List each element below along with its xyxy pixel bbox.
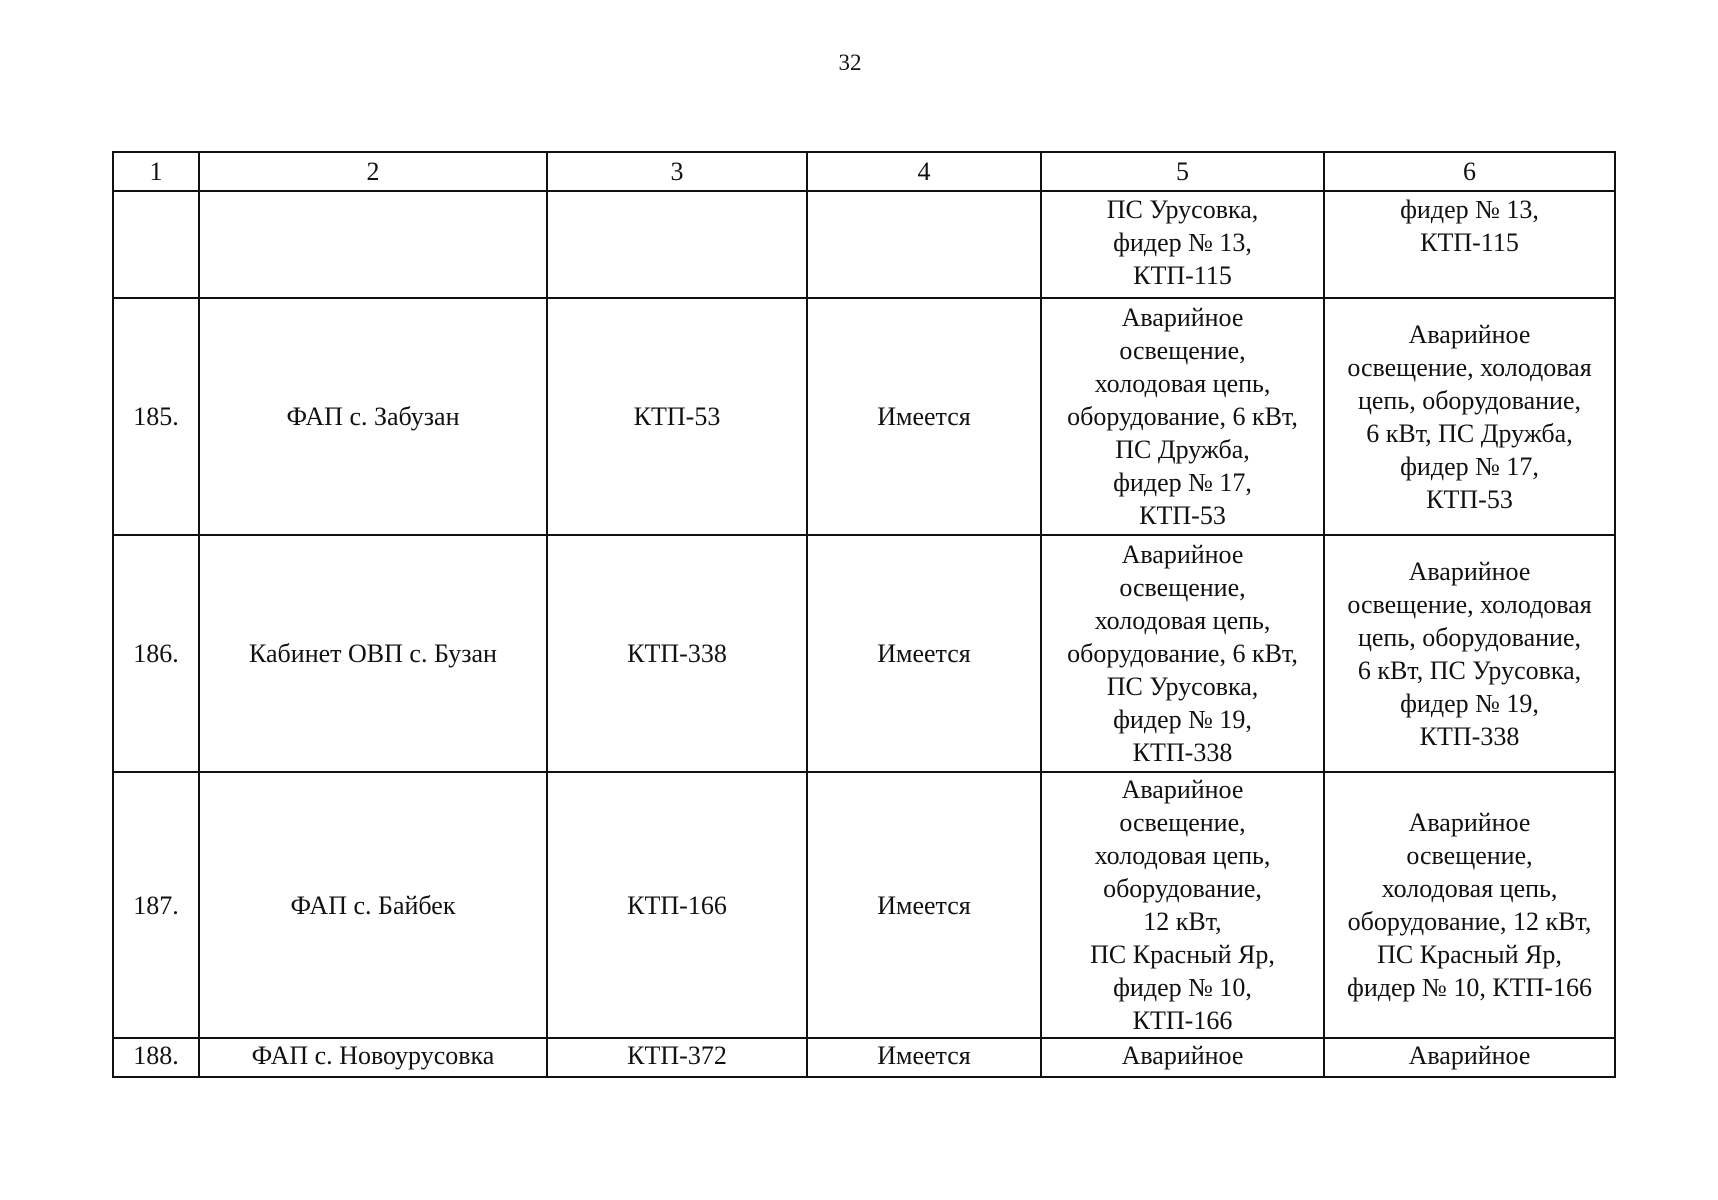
power-details-alt-cell: Аварийное освещение, холодовая цепь, оборудование, 6 кВт, ПС Дружба, фидер № 17, КТП-53 [1324, 298, 1615, 535]
page-number: 32 [838, 50, 862, 75]
substation-cell: КТП-338 [547, 535, 807, 772]
availability-cell: Имеется [807, 298, 1041, 535]
power-details-alt-cell: Аварийное освещение, холодовая цепь, оборудование, 12 кВт, ПС Красный Яр, фидер № 10, КТП-166 [1324, 772, 1615, 1038]
availability-cell: Имеется [807, 1038, 1041, 1077]
availability-cell [807, 191, 1041, 298]
row-number-cell: 188. [113, 1038, 199, 1077]
power-details-cell: Аварийное [1041, 1038, 1324, 1077]
table-row [113, 191, 1615, 298]
column-header-2: 2 [199, 152, 547, 191]
facility-name-cell: ФАП с. Забузан [199, 298, 547, 535]
availability-cell: Имеется [807, 535, 1041, 772]
column-header-1: 1 [113, 152, 199, 191]
table-header-row [113, 152, 1615, 191]
column-header-6: 6 [1324, 152, 1615, 191]
power-details-alt-cell: Аварийное [1324, 1038, 1615, 1077]
table-row [113, 1038, 1615, 1077]
facility-name-cell [199, 191, 547, 298]
row-number-cell [113, 191, 199, 298]
power-details-alt-cell: Аварийное освещение, холодовая цепь, оборудование, 6 кВт, ПС Урусовка, фидер № 19, КТП-338 [1324, 535, 1615, 772]
facility-name-cell: ФАП с. Новоурусовка [199, 1038, 547, 1077]
row-number-cell: 186. [113, 535, 199, 772]
power-details-cell: Аварийное освещение, холодовая цепь, оборудование, 6 кВт, ПС Урусовка, фидер № 19, КТП-338 [1041, 535, 1324, 772]
substation-cell: КТП-53 [547, 298, 807, 535]
column-header-5: 5 [1041, 152, 1324, 191]
power-details-cell: Аварийное освещение, холодовая цепь, оборудование, 6 кВт, ПС Дружба, фидер № 17, КТП-53 [1041, 298, 1324, 535]
table-row [113, 772, 1615, 1038]
availability-cell: Имеется [807, 772, 1041, 1038]
table-row [113, 298, 1615, 535]
equipment-table [112, 151, 1616, 1078]
row-number-cell: 187. [113, 772, 199, 1038]
facility-name-cell: ФАП с. Байбек [199, 772, 547, 1038]
column-header-3: 3 [547, 152, 807, 191]
substation-cell: КТП-372 [547, 1038, 807, 1077]
power-details-cell: ПС Урусовка, фидер № 13, КТП-115 [1041, 191, 1324, 298]
substation-cell [547, 191, 807, 298]
facility-name-cell: Кабинет ОВП с. Бузан [199, 535, 547, 772]
column-header-4: 4 [807, 152, 1041, 191]
power-details-cell: Аварийное освещение, холодовая цепь, оборудование, 12 кВт, ПС Красный Яр, фидер № 10, КТП-166 [1041, 772, 1324, 1038]
power-details-alt-cell: фидер № 13, КТП-115 [1324, 191, 1615, 298]
table-row [113, 535, 1615, 772]
row-number-cell: 185. [113, 298, 199, 535]
substation-cell: КТП-166 [547, 772, 807, 1038]
